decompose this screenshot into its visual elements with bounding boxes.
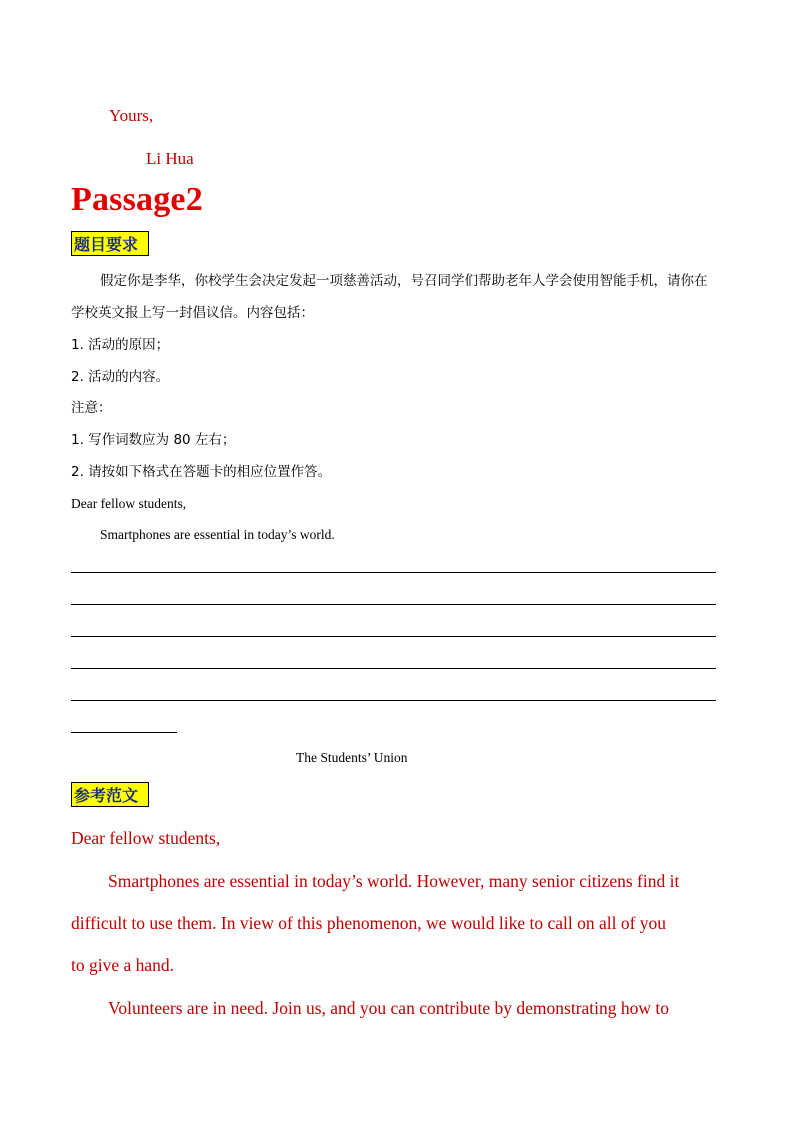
answer-line-short	[71, 732, 177, 733]
requirements-badge: 题目要求	[71, 231, 149, 256]
notes-label: 注意：	[71, 400, 112, 416]
passage-title: Passage2	[71, 181, 203, 218]
content-item-2: 2. 活动的内容。	[71, 369, 170, 385]
prompt-line-2: 学校英文报上写一封倡议信。内容包括：	[71, 305, 314, 321]
prompt-line-1: 假定你是李华，你校学生会决定发起一项慈善活动，号召同学们帮助老年人学会使用智能手机，请你在	[100, 273, 708, 289]
answer-line	[71, 636, 716, 637]
sample-line-2: difficult to use them. In view of this phenomenon, we would like to call on all of you	[71, 913, 667, 933]
answer-line	[71, 604, 716, 605]
sample-line-1: Smartphones are essential in today’s world. However, many senior citizens find it	[108, 871, 680, 891]
closing-name: Li Hua	[146, 149, 194, 168]
sample-line-3: to give a hand.	[71, 955, 175, 975]
closing-yours: Yours,	[109, 106, 154, 125]
answer-line	[71, 700, 716, 701]
answer-line	[71, 668, 716, 669]
note-item-2: 2. 请按如下格式在答题卡的相应位置作答。	[71, 464, 332, 480]
sample-badge: 参考范文	[71, 782, 149, 807]
template-salutation: Dear fellow students,	[71, 496, 187, 511]
answer-line	[71, 572, 716, 573]
template-opening-sentence: Smartphones are essential in today’s world.	[100, 527, 335, 542]
sample-salutation: Dear fellow students,	[71, 828, 221, 848]
sample-line-4: Volunteers are in need. Join us, and you can contribute by demonstrating how to	[108, 998, 670, 1018]
note-item-1: 1. 写作词数应为 80 左右；	[71, 432, 236, 448]
content-item-1: 1. 活动的原因；	[71, 337, 170, 353]
template-signature: The Students’ Union	[296, 750, 408, 765]
